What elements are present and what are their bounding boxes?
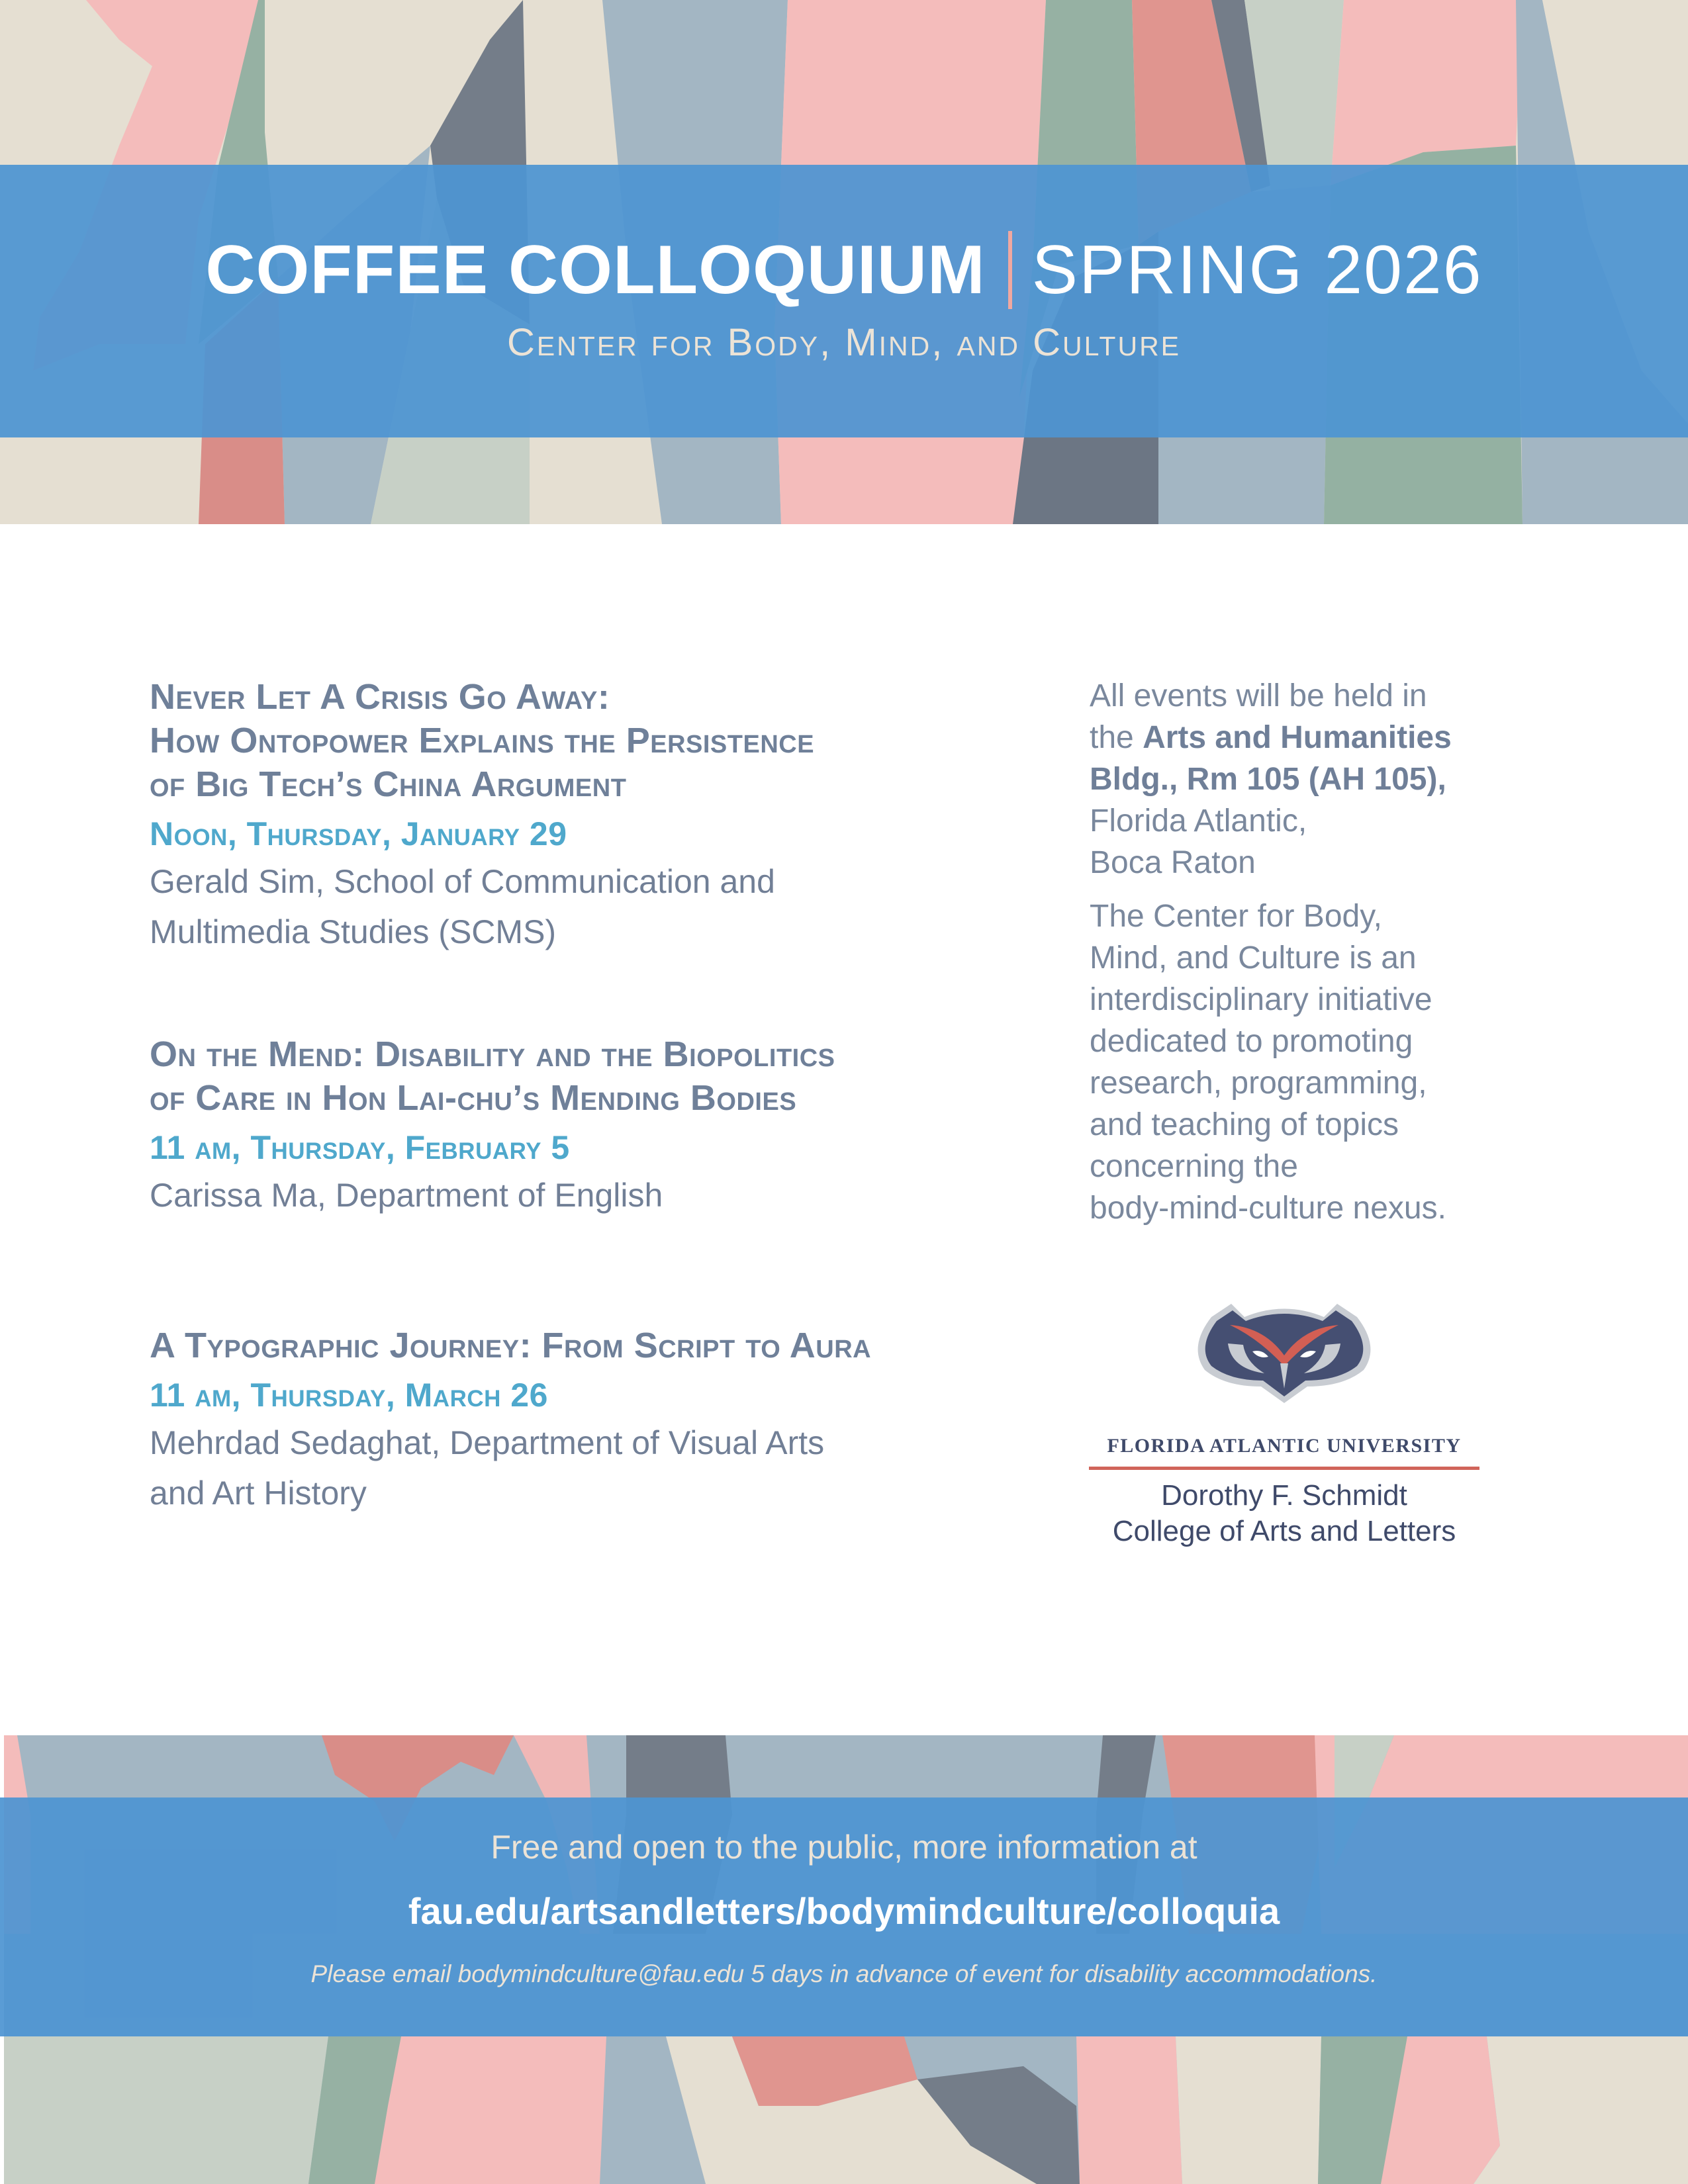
event-title-line: A Typographic Journey: From Script to Aura bbox=[150, 1326, 872, 1365]
description-line: interdisciplinary initiative bbox=[1090, 982, 1432, 1017]
venue-line: Florida Atlantic, bbox=[1090, 803, 1307, 839]
event-title-line: How Ontopower Explains the Persistence bbox=[150, 721, 815, 760]
fau-college-logo bbox=[1086, 1297, 1483, 1549]
event-title-line: On the Mend: Disability and the Biopolitics bbox=[150, 1034, 835, 1074]
header-band bbox=[0, 165, 1688, 437]
title-divider bbox=[1008, 231, 1012, 309]
venue-building: Arts and Humanities bbox=[1143, 720, 1452, 755]
description-line: dedicated to promoting bbox=[1090, 1024, 1413, 1059]
event-item bbox=[150, 1032, 835, 1220]
event-series-title: COFFEE COLLOQUIUM bbox=[205, 232, 986, 308]
admission-note: Free and open to the public, more information at bbox=[491, 1829, 1197, 1866]
event-date: Noon, Thursday, January 29 bbox=[150, 815, 567, 852]
venue-text: the bbox=[1090, 720, 1143, 755]
description-line: and teaching of topics bbox=[1090, 1107, 1399, 1142]
event-title bbox=[150, 675, 814, 806]
event-speaker bbox=[150, 856, 814, 957]
event-date: 11 am, Thursday, March 26 bbox=[150, 1377, 548, 1414]
event-speaker-line: and Art History bbox=[150, 1475, 367, 1512]
venue-line: All events will be held in bbox=[1090, 678, 1427, 713]
event-speaker-line: Multimedia Studies (SCMS) bbox=[150, 913, 557, 950]
venue-line bbox=[1090, 758, 1526, 800]
event-title-line: of Big Tech’s China Argument bbox=[150, 764, 627, 804]
university-name: FLORIDA ATLANTIC UNIVERSITY bbox=[1107, 1435, 1462, 1457]
event-date: 11 am, Thursday, February 5 bbox=[150, 1129, 570, 1166]
college-name-line: Dorothy F. Schmidt bbox=[1161, 1479, 1407, 1512]
center-description bbox=[1090, 895, 1526, 1229]
venue-line bbox=[1090, 717, 1526, 758]
event-title bbox=[150, 1324, 871, 1367]
info-sidebar bbox=[1090, 675, 1526, 1229]
event-title bbox=[150, 1032, 835, 1120]
venue-info bbox=[1090, 675, 1526, 884]
center-name-subtitle: Center for Body, Mind, and Culture bbox=[506, 321, 1182, 364]
description-line: concerning the bbox=[1090, 1149, 1298, 1184]
accessibility-note: Please email bodymindculture@fau.edu 5 days in advance of event for disability accommodations. bbox=[310, 1960, 1378, 1987]
description-line: research, programming, bbox=[1090, 1066, 1427, 1101]
venue-room: Bldg., Rm 105 (AH 105), bbox=[1090, 762, 1446, 797]
event-item bbox=[150, 675, 814, 957]
info-url-link[interactable]: fau.edu/artsandletters/bodymindculture/colloquia bbox=[408, 1890, 1280, 1932]
event-speaker bbox=[150, 1170, 835, 1220]
event-title-line: of Care in Hon Lai-chu’s Mending Bodies bbox=[150, 1078, 797, 1118]
event-title-line: Never Let A Crisis Go Away: bbox=[150, 677, 610, 717]
event-speaker-line: Mehrdad Sedaghat, Department of Visual Arts bbox=[150, 1424, 825, 1461]
owl-icon bbox=[1192, 1297, 1377, 1403]
venue-line: Boca Raton bbox=[1090, 845, 1256, 880]
college-name bbox=[1086, 1478, 1483, 1549]
event-speaker-line: Gerald Sim, School of Communication and bbox=[150, 863, 775, 900]
event-speaker-line: Carissa Ma, Department of English bbox=[150, 1177, 663, 1214]
page-title bbox=[0, 231, 1688, 309]
season-label: SPRING 2026 bbox=[1031, 232, 1483, 308]
logo-divider bbox=[1089, 1467, 1479, 1470]
description-line: Mind, and Culture is an bbox=[1090, 940, 1417, 976]
college-name-line: College of Arts and Letters bbox=[1112, 1515, 1456, 1547]
description-line: The Center for Body, bbox=[1090, 899, 1382, 934]
description-line: body-mind-culture nexus. bbox=[1090, 1191, 1446, 1226]
event-item bbox=[150, 1324, 871, 1518]
footer-band bbox=[0, 1797, 1688, 2036]
event-speaker bbox=[150, 1418, 871, 1518]
